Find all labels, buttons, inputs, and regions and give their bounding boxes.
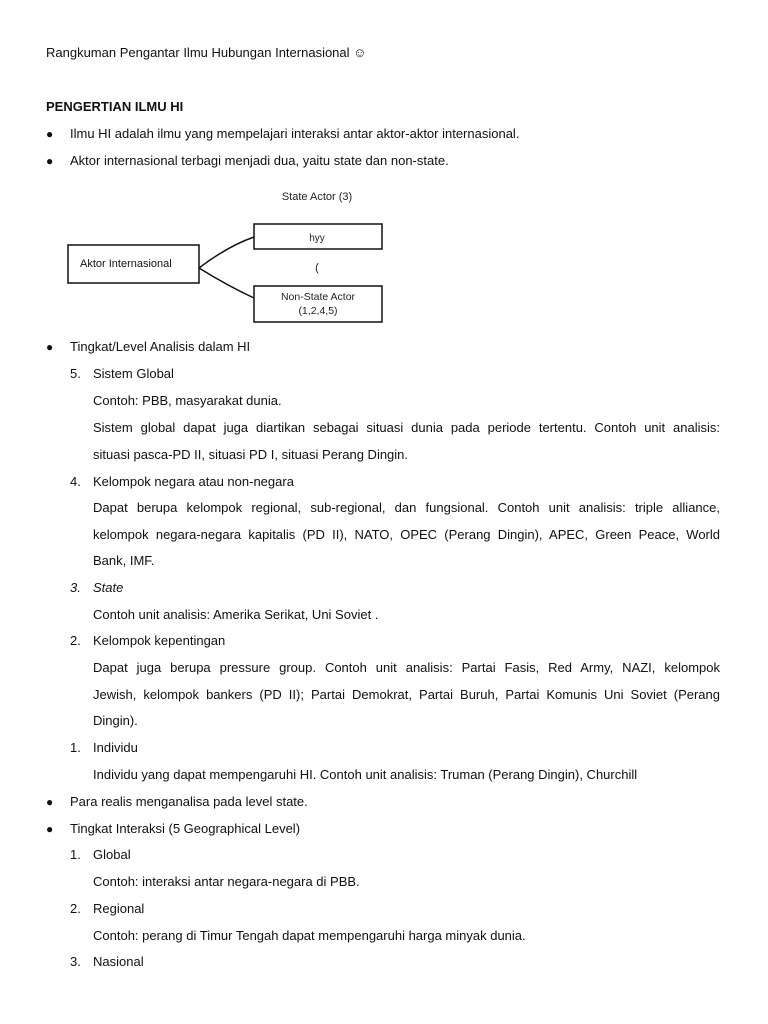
interaction-title: Regional <box>93 901 145 916</box>
diagram-middle-mark: ( <box>315 262 319 274</box>
bullet-marker: ● <box>46 154 54 168</box>
level-text: Dingin). <box>93 713 138 728</box>
actor-diagram <box>0 180 768 330</box>
list-number: 3. <box>70 954 81 969</box>
list-number: 4. <box>70 474 81 489</box>
bullet-marker: ● <box>46 340 54 354</box>
interaction-text: Contoh: interaksi antar negara-negara di PBB. <box>93 874 360 889</box>
level-text: Dapat juga berupa pressure group. Contoh unit analisis: Partai Fasis, Red Army, NAZI, kelompok <box>93 660 720 675</box>
diagram-nonstate-label-1: Non-State Actor <box>280 291 356 303</box>
list-number: 1. <box>70 740 81 755</box>
bullet-marker: ● <box>46 127 54 141</box>
level-text: Dapat berupa kelompok regional, sub-regional, dan fungsional. Contoh unit analisis: triple alliance, <box>93 500 720 515</box>
level-text: Individu yang dapat mempengaruhi HI. Contoh unit analisis: Truman (Perang Dingin), Churchill <box>93 767 638 782</box>
diagram-state-box-label: hyy <box>309 233 325 244</box>
level-text: Jewish, kelompok bankers (PD II); Partai Demokrat, Partai Buruh, Partai Komunis Uni Soviet (Perang <box>93 687 720 702</box>
list-number: 5. <box>70 366 81 381</box>
level-text: Contoh unit analisis: Amerika Serikat, Uni Soviet . <box>93 607 379 622</box>
diagram-connector-top <box>199 237 254 268</box>
level-title: State <box>93 580 124 595</box>
bullet-marker: ● <box>46 822 54 836</box>
interaction-title: Nasional <box>93 954 144 969</box>
level-title: Sistem Global <box>93 366 174 381</box>
level-text: kelompok negara-negara kapitalis (PD II), NATO, OPEC (Perang Dingin), APEC, Green Peace, World <box>93 527 720 542</box>
bullet-text: Ilmu HI adalah ilmu yang mempelajari interaksi antar aktor-aktor internasional. <box>70 126 520 141</box>
interaction-text: Contoh: perang di Timur Tengah dapat mempengaruhi harga minyak dunia. <box>93 928 526 943</box>
bullet-text: Para realis menganalisa pada level state. <box>70 794 308 809</box>
diagram-connector-bottom <box>199 268 254 298</box>
list-number: 2. <box>70 901 81 916</box>
level-text: Sistem global dapat juga diartikan sebagai situasi dunia pada periode tertentu. Contoh unit analisis: <box>93 420 720 435</box>
level-text: Contoh: PBB, masyarakat dunia. <box>93 393 282 408</box>
list-number: 2. <box>70 633 81 648</box>
diagram-root-label: Aktor Internasional <box>80 258 172 270</box>
section-heading: PENGERTIAN ILMU HI <box>46 99 184 114</box>
diagram-top-caption: State Actor (3) <box>281 191 353 203</box>
interaction-title: Global <box>93 847 131 862</box>
level-text: Bank, IMF. <box>93 553 155 568</box>
interaction-heading: Tingkat Interaksi (5 Geographical Level) <box>70 821 301 836</box>
bullet-text: Aktor internasional terbagi menjadi dua, yaitu state dan non-state. <box>70 153 449 168</box>
level-title: Individu <box>93 740 138 755</box>
levels-heading: Tingkat/Level Analisis dalam HI <box>70 339 251 354</box>
diagram-nonstate-label-2: (1,2,4,5) <box>298 305 338 317</box>
level-title: Kelompok negara atau non-negara <box>93 474 294 489</box>
list-number: 1. <box>70 847 81 862</box>
level-text: situasi pasca-PD II, situasi PD I, situasi Perang Dingin. <box>93 447 409 462</box>
list-number: 3. <box>70 580 81 595</box>
document-title: Rangkuman Pengantar Ilmu Hubungan Internasional ☺ <box>46 45 367 60</box>
level-title: Kelompok kepentingan <box>93 633 226 648</box>
bullet-marker: ● <box>46 795 54 809</box>
